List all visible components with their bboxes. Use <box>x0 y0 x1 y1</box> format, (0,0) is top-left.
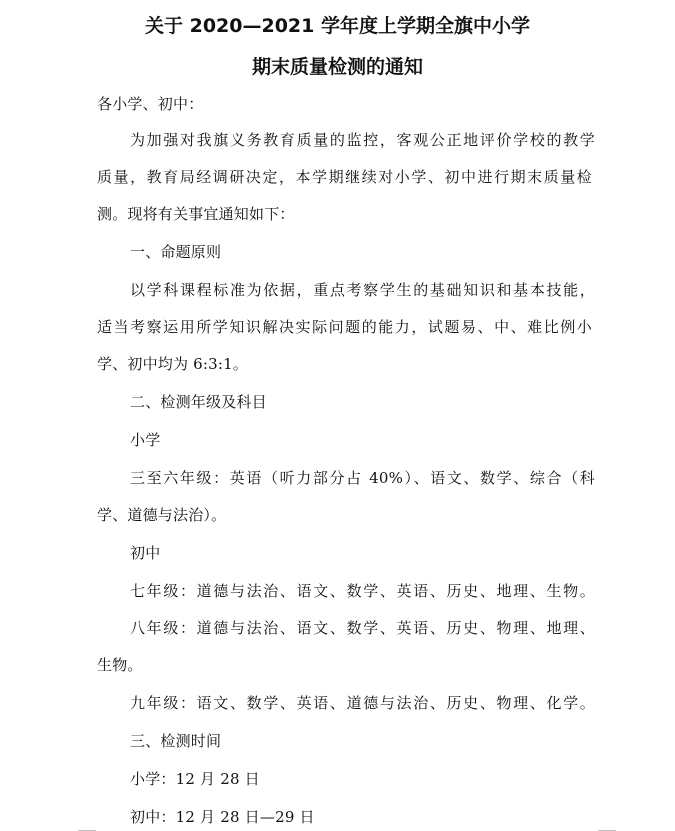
junior-label: 初中 <box>130 544 161 562</box>
title-line-2: 期末质量检测的通知 <box>251 56 423 78</box>
primary-subjects-line-2: 学、道德与法治）。 <box>97 506 227 524</box>
junior-exam-date: 初中：12 月 28 日—29 日 <box>130 808 315 826</box>
primary-exam-date: 小学：12 月 28 日 <box>130 770 260 788</box>
section3-heading: 三、检测时间 <box>130 732 222 750</box>
section1-heading: 一、命题原则 <box>130 243 222 261</box>
intro-line-2: 质量，教育局经调研决定，本学期继续对小学、初中进行期末质量检 <box>97 168 592 186</box>
title-line-1: 关于 2020—2021 学年度上学期全旗中小学 <box>145 15 530 37</box>
section1-line-3: 学、初中均为 6:3:1。 <box>97 355 249 373</box>
grade7-subjects: 七年级：道德与法治、语文、数学、英语、历史、地理、生物。 <box>130 582 595 600</box>
grade9-subjects: 九年级：语文、数学、英语、道德与法治、历史、物理、化学。 <box>130 694 595 712</box>
grade8-subjects-line-2: 生物。 <box>97 656 143 674</box>
section2-heading: 二、检测年级及科目 <box>130 393 267 411</box>
section1-line-2: 适当考察运用所学知识解决实际问题的能力，试题易、中、难比例小 <box>97 318 592 336</box>
primary-label: 小学 <box>130 431 161 449</box>
grade8-subjects-line-1: 八年级：道德与法治、语文、数学、英语、历史、物理、地理、 <box>130 619 595 637</box>
intro-line-1: 为加强对我旗义务教育质量的监控，客观公正地评价学校的教学 <box>130 131 595 149</box>
salutation: 各小学、初中： <box>97 95 204 113</box>
primary-subjects-line-1: 三至六年级：英语（听力部分占 40%）、语文、数学、综合（科 <box>130 469 595 487</box>
section1-line-1: 以学科课程标准为依据，重点考察学生的基础知识和基本技能， <box>130 281 595 299</box>
intro-line-3: 测。现将有关事宜通知如下： <box>97 205 295 223</box>
